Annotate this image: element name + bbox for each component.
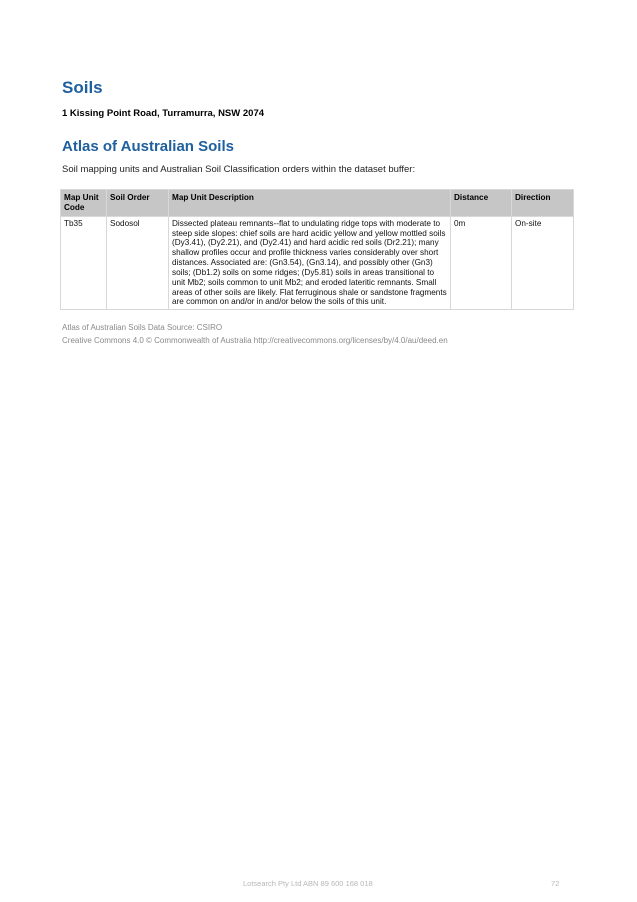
cell-distance: 0m [451,216,512,310]
cell-map-unit-code: Tb35 [61,216,107,310]
cell-soil-order: Sodosol [107,216,169,310]
site-address: 1 Kissing Point Road, Turramurra, NSW 2074 [62,108,265,119]
header-map-unit-code: Map Unit Code [61,190,107,217]
page-title: Soils [62,78,103,97]
header-direction: Direction [512,190,574,217]
footer-company: Lotsearch Pty Ltd ABN 89 600 168 018 [243,879,373,888]
cell-map-unit-description: Dissected plateau remnants--flat to undulating ridge tops with moderate to steep side slopes: chief soils are hard acidic yellow and yellow mottled soils (Dy3.41), (Dy2.21), and (Dy2.41) and hard acidic red soils (Dr2.21); many shallow profiles occur and profile thickness varies considerably over short distances. Associated are: (Gn3.54), (Gn3.14), and possibly other (Gn3) soils; (Db1.2) soils on some ridges; (Dy5.81) soils in areas transitional to unit Mb2; soils common to unit Mb2; and eroded lateritic remnants. Small areas of other soils are likely. Flat ferruginous shale or sandstone fragments are common on and/or in and/or below the soils of this unit. [169,216,451,310]
soil-table [60,189,574,310]
source-line: Atlas of Australian Soils Data Source: CSIRO [62,323,223,332]
section-intro: Soil mapping units and Australian Soil Classification orders within the dataset buffer: [62,164,416,175]
license-line: Creative Commons 4.0 © Commonwealth of Australia http://creativecommons.org/licenses/by/4.0/au/deed.en [62,336,448,345]
header-distance: Distance [451,190,512,217]
page-number: 72 [551,879,560,888]
table-header-row [61,190,574,217]
header-map-unit-description: Map Unit Description [169,190,451,217]
table-row [61,216,574,310]
header-soil-order: Soil Order [107,190,169,217]
section-title: Atlas of Australian Soils [62,138,234,155]
cell-direction: On-site [512,216,574,310]
data-source-note [62,321,448,347]
